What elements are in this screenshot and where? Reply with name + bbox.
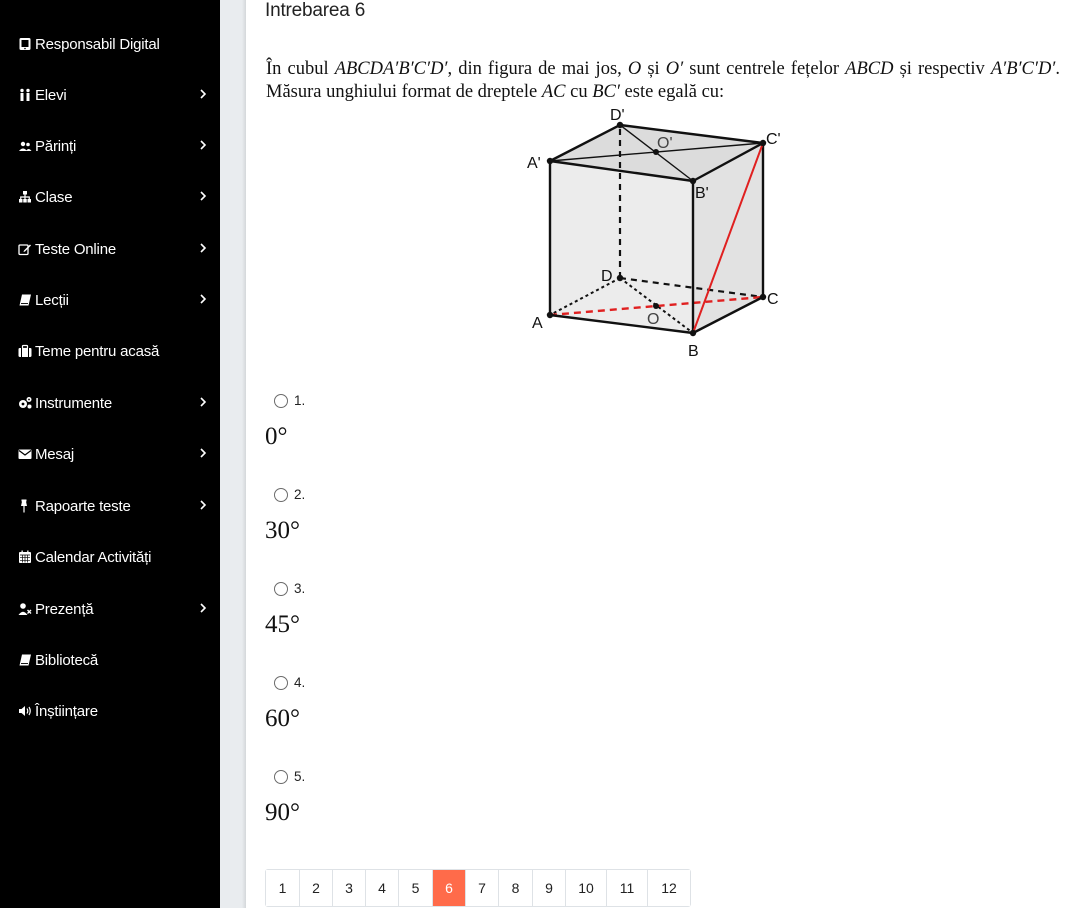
label-d-prime: D' [610,107,625,124]
page-button-9[interactable]: 9 [533,870,566,906]
answer-radio-2[interactable] [274,488,288,502]
label-b: B [688,343,699,360]
label-d: D [601,268,613,285]
chevron-right-icon [198,600,208,616]
sidebar-item-rapoarte-teste[interactable] [18,493,210,519]
book-icon [18,653,32,667]
sidebar-item-clase[interactable] [18,184,210,210]
question-title: Intrebarea 6 [265,0,366,21]
main-content [246,0,1079,908]
book-icon [18,293,32,307]
sidebar-item-elevi[interactable] [18,82,210,108]
option-number: 5. [294,769,306,784]
edit-icon [18,242,32,256]
sidebar-item-mesaj[interactable] [18,441,210,467]
page-button-12[interactable]: 12 [648,870,690,906]
briefcase-icon [18,344,32,358]
sidebar-item-lectii[interactable] [18,287,210,313]
page-button-7[interactable]: 7 [466,870,499,906]
envelope-icon [18,447,32,461]
label-c-prime: C' [766,131,781,148]
students-icon [18,88,32,102]
sidebar-item-prezenta[interactable] [18,596,210,622]
gears-icon [18,396,32,410]
chevron-right-icon [198,137,208,153]
users-icon [18,139,32,153]
content-gutter [220,0,246,908]
chevron-right-icon [198,497,208,513]
cube-figure [516,104,786,362]
answer-radio-3[interactable] [274,582,288,596]
chevron-right-icon [198,291,208,307]
sidebar-item-label: Părinți [35,137,77,155]
label-b-prime: B' [695,185,709,202]
sidebar-item-responsabil-digital[interactable] [18,31,210,57]
sidebar-item-label: Responsabil Digital [35,35,160,53]
option-number: 4. [294,675,306,690]
sidebar-item-label: Înștiințare [35,702,98,720]
sidebar-item-biblioteca[interactable] [18,647,210,673]
math-o-prime: O′ [665,59,684,79]
label-c: C [767,291,779,308]
chevron-right-icon [198,86,208,102]
sidebar [0,0,220,908]
chevron-right-icon [198,394,208,410]
calendar-icon [18,550,32,564]
tablet-icon [18,37,32,51]
volume-icon [18,704,32,718]
sidebar-item-instiintare[interactable] [18,698,210,724]
option-number: 3. [294,581,306,596]
chevron-right-icon [198,188,208,204]
answer-radio-4[interactable] [274,676,288,690]
sidebar-item-label: Calendar Activități [35,548,152,566]
sidebar-item-parinti[interactable] [18,133,210,159]
sidebar-item-calendar-activitati[interactable] [18,544,210,570]
question-text: În cubul ABCDA′B′C′D′, din figura de mai jos, O și O′ sunt centrele fețelor ABCD și respectiv A′B′C′D′. Măsura unghiului format de dreptele AC cu BC′ este egală cu: [266,59,1060,102]
answer-radio-5[interactable] [274,770,288,784]
sidebar-item-label: Prezență [35,600,94,618]
pagination [265,869,691,907]
option-number: 1. [294,393,306,408]
page-button-10[interactable]: 10 [566,870,607,906]
page-button-1[interactable]: 1 [266,870,300,906]
label-o-prime: O' [657,135,673,152]
sidebar-item-label: Teme pentru acasă [35,342,160,360]
chevron-right-icon [198,240,208,256]
option-value: 60° [265,705,300,732]
label-a-prime: A' [527,155,541,172]
math-face-abcd: ABCD [845,59,894,79]
sidebar-item-instrumente[interactable] [18,390,210,416]
page-button-8[interactable]: 8 [499,870,533,906]
page-button-6-current[interactable]: 6 [433,870,466,906]
math-cube: ABCDA′B′C′D′ [334,59,448,79]
math-bc-prime: BC′ [592,82,620,102]
label-o: O [647,311,660,328]
sidebar-item-label: Mesaj [35,445,75,463]
page-button-11[interactable]: 11 [607,870,648,906]
sidebar-item-label: Teste Online [35,240,116,258]
page-button-3[interactable]: 3 [333,870,366,906]
sidebar-item-label: Lecții [35,291,69,309]
page-button-2[interactable]: 2 [300,870,333,906]
sidebar-item-teme-pentru-acasa[interactable] [18,338,210,364]
chevron-right-icon [198,445,208,461]
option-value: 0° [265,423,288,450]
option-number: 2. [294,487,306,502]
sidebar-item-label: Rapoarte teste [35,497,131,515]
math-face-top: A′B′C′D′ [990,59,1056,79]
sidebar-item-teste-online[interactable] [18,236,210,262]
page-button-5[interactable]: 5 [399,870,433,906]
math-o: O [627,59,642,79]
sitemap-icon [18,190,32,204]
option-value: 45° [265,611,300,638]
option-value: 90° [265,799,300,826]
sidebar-item-label: Bibliotecă [35,651,99,669]
pin-icon [18,499,32,513]
sidebar-item-label: Elevi [35,86,67,104]
math-ac: AC [541,82,566,102]
sidebar-item-label: Clase [35,188,73,206]
answer-radio-1[interactable] [274,394,288,408]
page-button-4[interactable]: 4 [366,870,399,906]
sidebar-item-label: Instrumente [35,394,113,412]
option-value: 30° [265,517,300,544]
label-a: A [532,315,543,332]
user-times-icon [18,602,32,616]
